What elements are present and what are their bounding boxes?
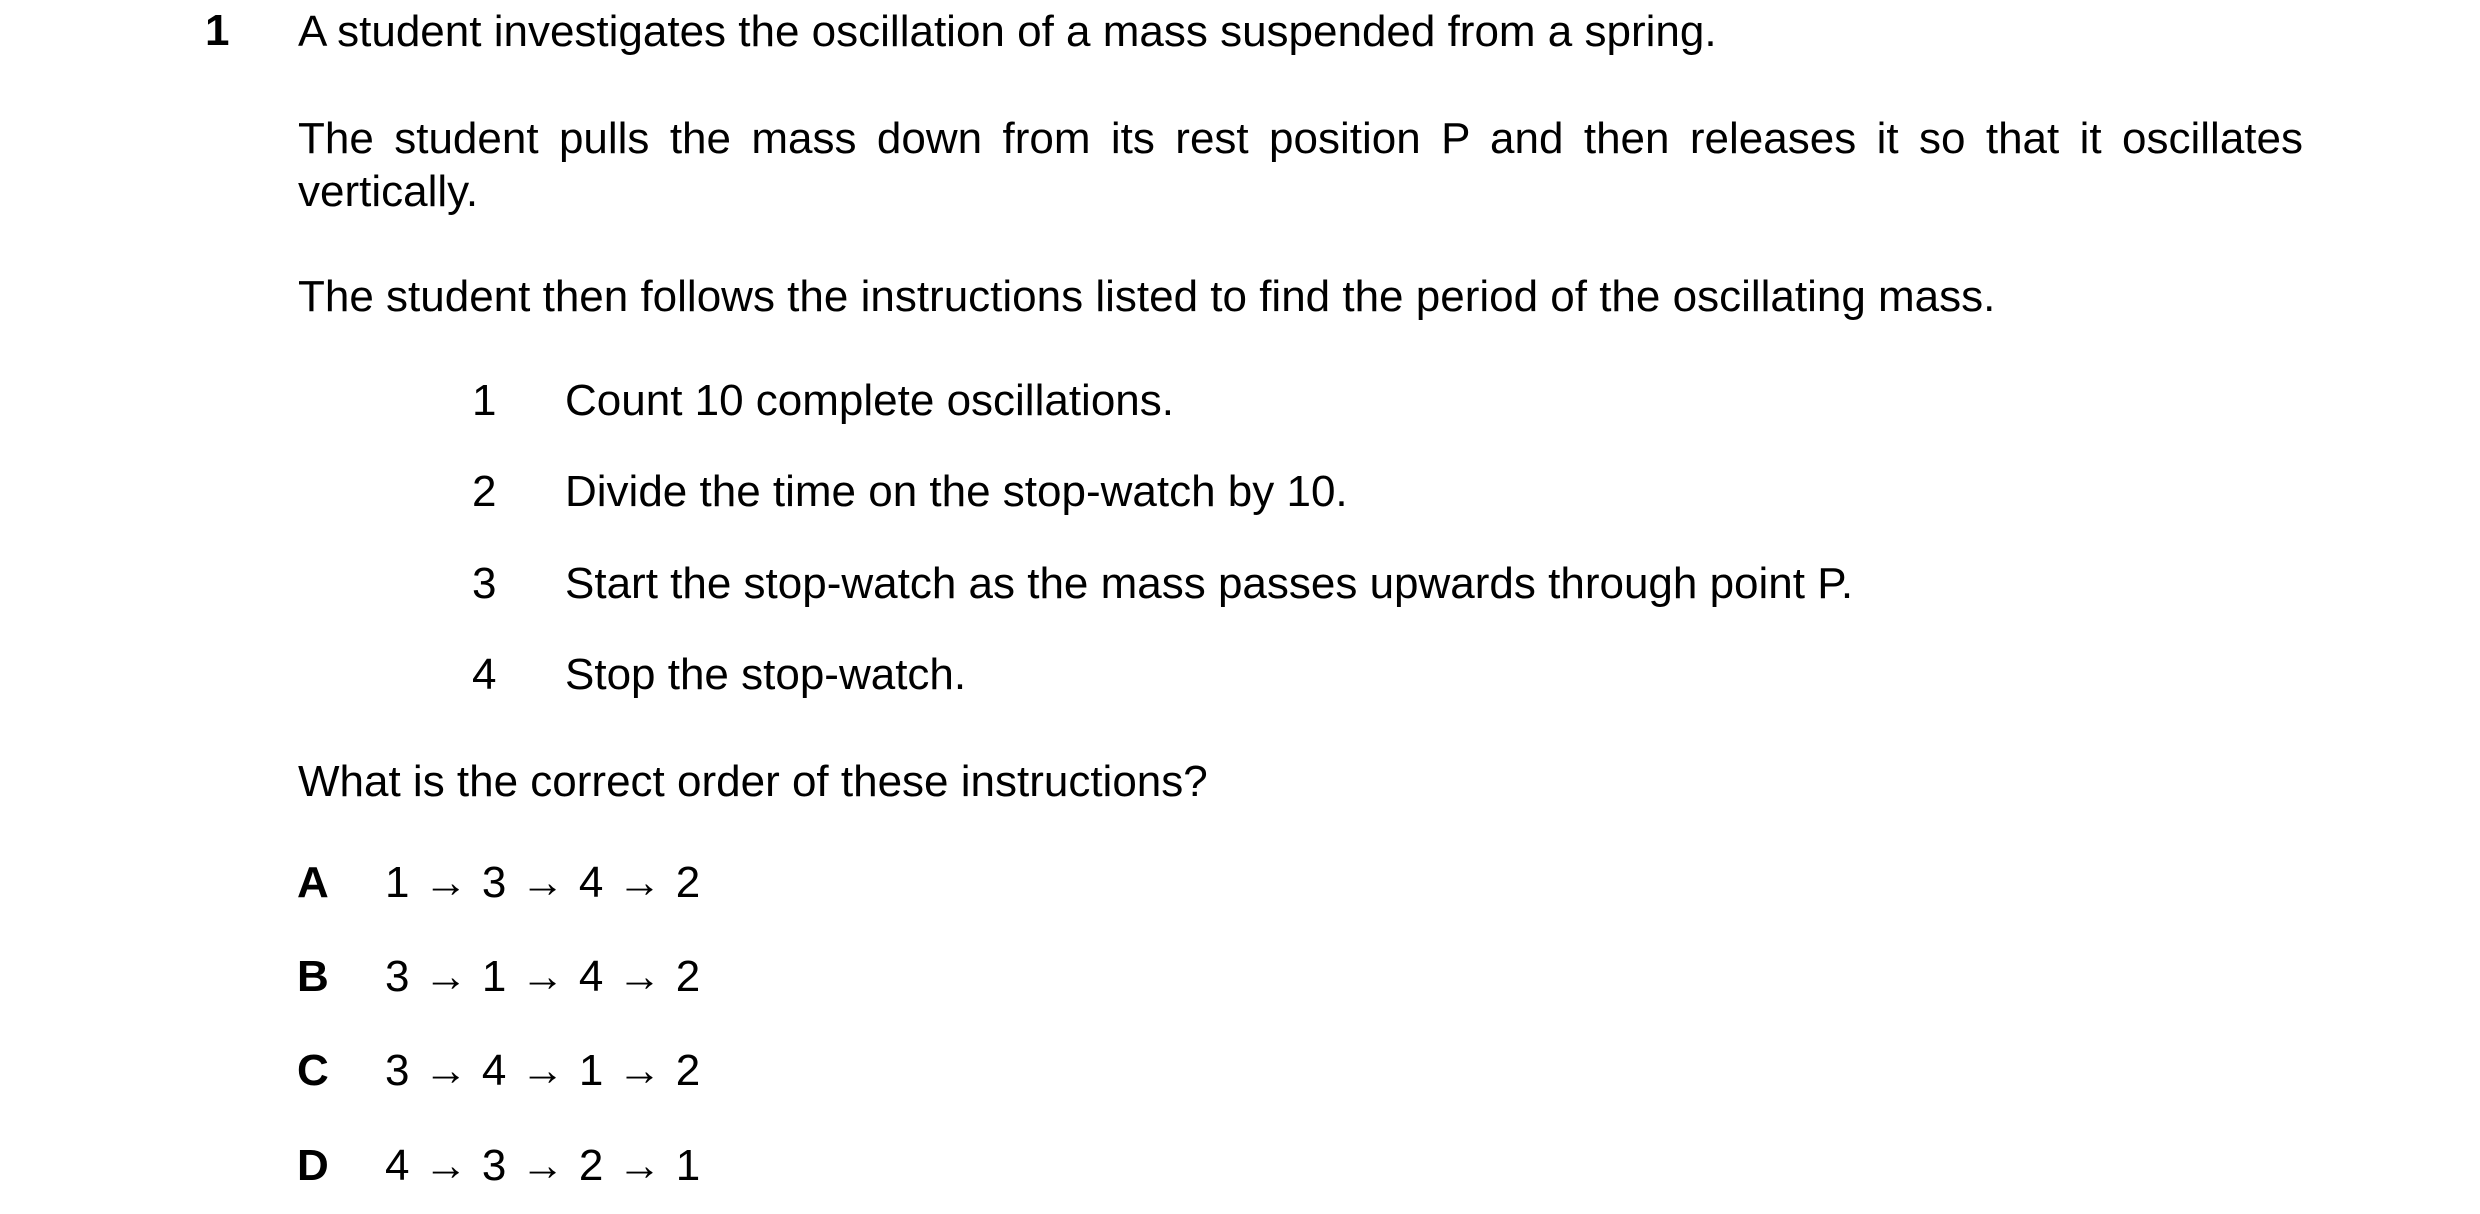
option-text-a: 1 → 3 → 4 → 2: [385, 858, 701, 907]
instruction-text: Divide the time on the stop-watch by 10.: [565, 467, 1348, 516]
question-intro: A student investigates the oscillation of a mass suspended from a spring.: [298, 7, 1717, 56]
option-text-b: 3 → 1 → 4 → 2: [385, 952, 701, 1001]
question-prompt: What is the correct order of these instructions?: [298, 757, 1208, 806]
question-setup: The student pulls the mass down from its rest position P and then releases it so that it oscillates vertically.: [298, 114, 2303, 216]
instruction-number: 3: [472, 559, 497, 608]
option-letter-b: B: [297, 952, 329, 1001]
instruction-text: Stop the stop-watch.: [565, 650, 967, 699]
option-letter-c: C: [297, 1046, 329, 1095]
option-letter-d: D: [297, 1141, 329, 1190]
instruction-text: Start the stop-watch as the mass passes upwards through point P.: [565, 559, 1854, 608]
question-number: 1: [205, 6, 230, 55]
instruction-number: 1: [472, 376, 497, 425]
instruction-number: 2: [472, 467, 497, 516]
option-text-c: 3 → 4 → 1 → 2: [385, 1046, 701, 1095]
option-text-d: 4 → 3 → 2 → 1: [385, 1141, 701, 1190]
question-lead-in: The student then follows the instructions listed to find the period of the oscillating mass.: [298, 272, 1996, 321]
instruction-number: 4: [472, 650, 497, 699]
instruction-text: Count 10 complete oscillations.: [565, 376, 1174, 425]
option-letter-a: A: [297, 858, 329, 907]
